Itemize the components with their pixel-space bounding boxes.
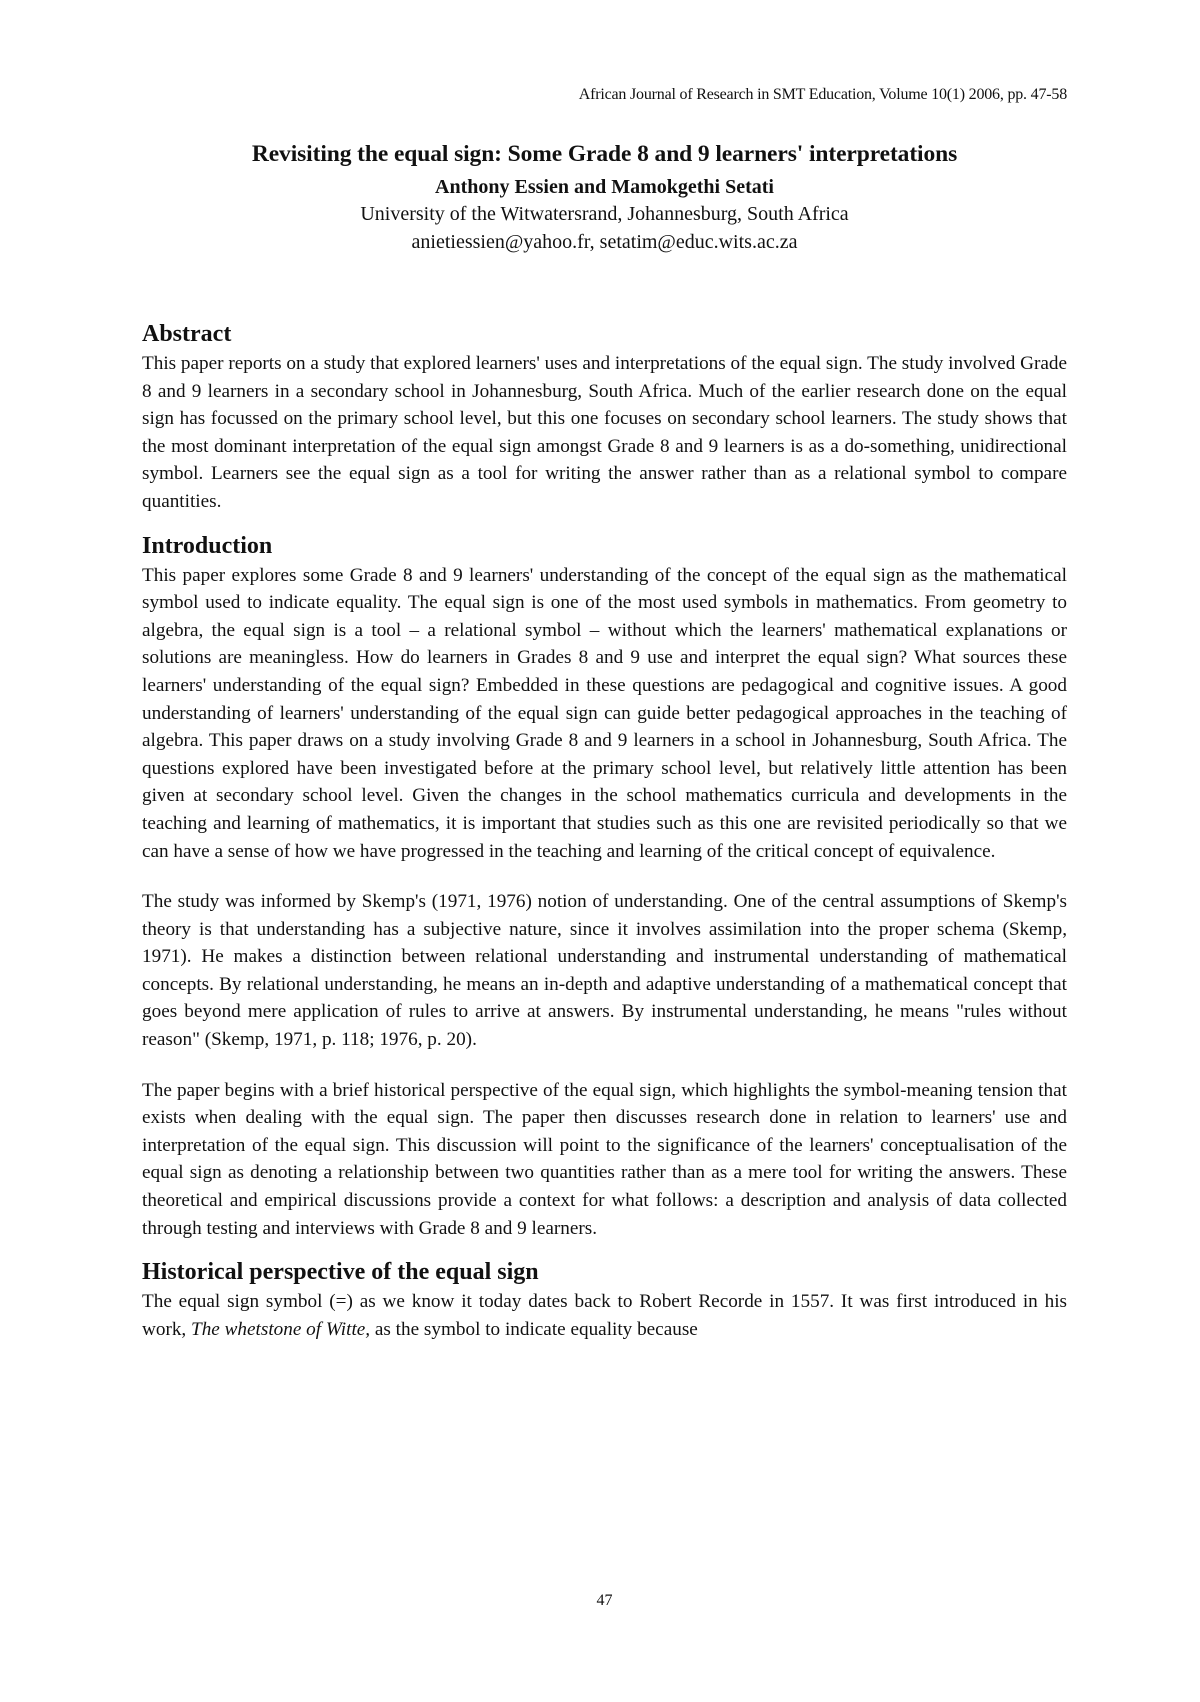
abstract-text: This paper reports on a study that explored learners' uses and interpretations of the equal sign. The study involved Grade 8 and 9 learners in a secondary school in Johannesburg, South Africa. Much of the earlier research done on the equal sign has focussed on the primary school level, but this one focuses on secondary school learners. The study shows that the most dominant interpretation of the equal sign amongst Grade 8 and 9 learners is as a do-something, unidirectional symbol. Learners see the equal sign as a tool for writing the answer rather than as a relational symbol to compare quantities.: [142, 353, 1067, 512]
page-number: 47: [596, 1592, 613, 1609]
author-affiliation: University of the Witwatersrand, Johannesburg, South Africa: [360, 203, 849, 225]
running-head: African Journal of Research in SMT Education, Volume 10(1) 2006, pp. 47-58: [578, 86, 1067, 103]
paper-body: [142, 318, 1067, 1343]
abstract-section: [142, 318, 1067, 516]
author-emails: anietiessien@yahoo.fr, setatim@educ.wits.ac.za: [411, 231, 798, 253]
introduction-section: [142, 530, 1067, 1243]
historical-text-start: The equal sign symbol (=) as we know it today dates back to Robert Recorde in 1557. It was first introduced in his work,: [142, 1291, 1067, 1340]
paper-page: [142, 0, 1067, 1702]
historical-book-title: The whetstone of Witte,: [191, 1318, 371, 1340]
historical-paragraph: [142, 1288, 1067, 1343]
historical-section: [142, 1256, 1067, 1343]
paper-title: Revisiting the equal sign: Some Grade 8 and 9 learners' interpretations: [251, 141, 958, 167]
historical-text-end: as the symbol to indicate equality because: [370, 1318, 698, 1340]
introduction-heading: Introduction: [142, 532, 273, 559]
introduction-paragraph-1: This paper explores some Grade 8 and 9 learners' understanding of the concept of the equal sign as the mathematical symbol used to indicate equality. The equal sign is one of the most used symbols in mathematics. From geometry to algebra, the equal sign is a tool – a relational symbol – without which the learners' mathematical explanations or solutions are meaningless. How do learners in Grades 8 and 9 use and interpret the equal sign? What sources these learners' understanding of the equal sign? Embedded in these questions are pedagogical and cognitive issues. A good understanding of learners' understanding of the equal sign can guide better pedagogical approaches in the teaching of algebra. This paper draws on a study involving Grade 8 and 9 learners in a school in Johannesburg, South Africa. The questions explored have been investigated before at the primary school level, but relatively little attention has been given at secondary school level. Given the changes in the school mathematics curricula and developments in the teaching and learning of mathematics, it is important that studies such as this one are revisited periodically so that we can have a sense of how we have progressed in the teaching and learning of the critical concept of equivalence.: [142, 564, 1067, 862]
introduction-paragraph-3: The paper begins with a brief historical perspective of the equal sign, which highlights the symbol-meaning tension that exists when dealing with the equal sign. The paper then discusses research done in relation to learners' use and interpretation of the equal sign. This discussion will point to the significance of the learners' conceptualisation of the equal sign as denoting a relationship between two quantities rather than as a mere tool for writing the answers. These theoretical and empirical discussions provide a context for what follows: a description and analysis of data collected through testing and interviews with Grade 8 and 9 learners.: [142, 1079, 1067, 1239]
author-names: Anthony Essien and Mamokgethi Setati: [435, 176, 774, 198]
introduction-paragraph-2: The study was informed by Skemp's (1971, 1976) notion of understanding. One of the central assumptions of Skemp's theory is that understanding has a subjective nature, since it involves assimilation into the proper schema (Skemp, 1971). He makes a distinction between relational understanding and instrumental understanding of mathematical concepts. By relational understanding, he means an in-depth and adaptive understanding of a mathematical concept that goes beyond mere application of rules to arrive at answers. By instrumental understanding, he means "rules without reason" (Skemp, 1971, p. 118; 1976, p. 20).: [142, 891, 1067, 1051]
abstract-heading: Abstract: [142, 321, 232, 347]
author-block: [142, 172, 1067, 256]
historical-heading: Historical perspective of the equal sign: [142, 1259, 539, 1286]
